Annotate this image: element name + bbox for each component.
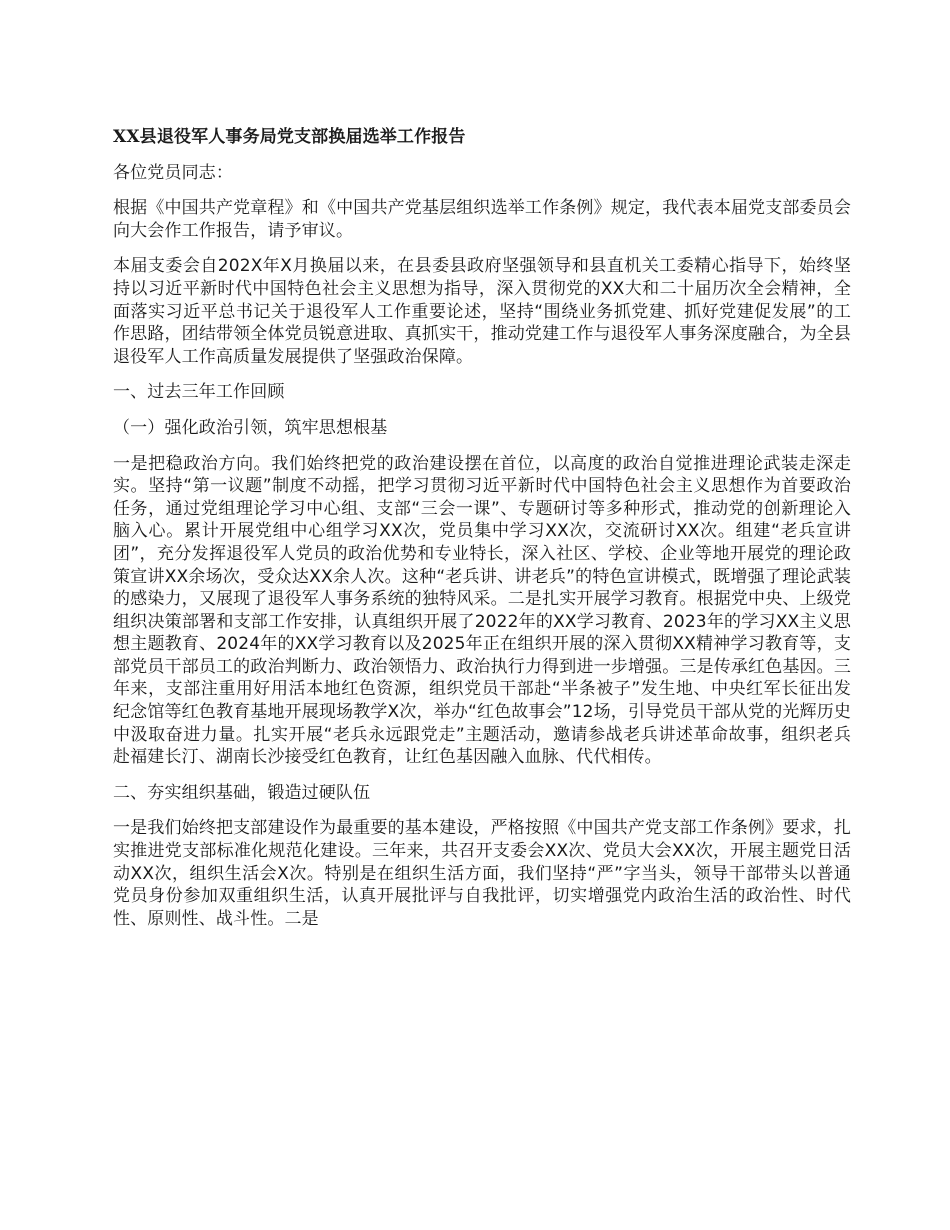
paragraph-political-guidance: 一是把稳政治方向。我们始终把党的政治建设摆在首位，以高度的政治自觉推进理论武装走深走实。坚持“第一议题”制度不动摇，把学习贯彻习近平新时代中国特色社会主义思想作为首要政治任务，通过党组理论学习中心组、支部“三会一课”、专题研讨等多种形式，推动党的创新理论入脑入心。累计开展党组中心组学习XX次，党员集中学习XX次，交流研讨XX次。组建“老兵宣讲团”，充分发挥退役军人党员的政治优势和专业特长，深入社区、学校、企业等地开展党的理论政策宣讲XX余场次，受众达XX余人次。这种“老兵讲、讲老兵”的特色宣讲模式，既增强了理论武装的感染力，又展现了退役军人事务系统的独特风采。二是扎实开展学习教育。根据党中央、上级党组织决策部署和支部工作安排，认真组织开展了2022年的XX学习教育、2023年的学习XX主义思想主题教育、2024年的XX学习教育以及2025年正在组织开展的深入贯彻XX精神学习教育等，支部党员干部员工的政治判断力、政治领悟力、政治执行力得到进一步增强。三是传承红色基因。三年来，支部注重用好用活本地红色资源，组织党员干部赴“半条被子”发生地、中央红军长征出发纪念馆等红色教育基地开展现场教学X次，举办“红色故事会”12场，引导党员干部从党的光辉历史中汲取奋进力量。扎实开展“老兵永远跟党走”主题活动，邀请参战老兵讲述革命故事，组织老兵赴福建长汀、湖南长沙接受红色教育，让红色基因融入血脉、代代相传。 xyxy=(113,453,851,768)
paragraph-organization: 一是我们始终把支部建设作为最重要的基本建设，严格按照《中国共产党支部工作条例》要求，扎实推进党支部标准化规范化建设。三年来，共召开支委会XX次、党员大会XX次，开展主题党日活动XX次，组织生活会X次。特别是在组织生活方面，我们坚持“严”字当头，领导干部带头以普通党员身份参加双重组织生活，认真开展批评与自我批评，切实增强党内政治生活的政治性、时代性、原则性、战斗性。二是 xyxy=(113,818,851,929)
section-heading-organization: 二、夯实组织基础，锻造过硬队伍 xyxy=(113,782,371,803)
paragraph-intro: 根据《中国共产党章程》和《中国共产党基层组织选举工作条例》规定，我代表本届党支部委员会向大会作工作报告，请予审议。 xyxy=(113,198,851,241)
salutation: 各位党员同志： xyxy=(113,162,234,183)
paragraph-summary: 本届支委会自202X年X月换届以来，在县委县政府坚强领导和县直机关工委精心指导下，始终坚持以习近平新时代中国特色社会主义思想为指导，深入贯彻党的XX大和二十届历次全会精神，全面落实习近平总书记关于退役军人工作重要论述，坚持“围绕业务抓党建、抓好党建促发展”的工作思路，团结带领全体党员锐意进取、真抓实干，推动党建工作与退役军人事务深度融合，为全县退役军人工作高质量发展提供了坚强政治保障。 xyxy=(113,256,851,367)
sub-heading-political-guidance: （一）强化政治引领，筑牢思想根基 xyxy=(113,417,388,438)
document-title: XX县退役军人事务局党支部换届选举工作报告 xyxy=(113,127,466,147)
document-page xyxy=(113,126,851,943)
section-heading-review: 一、过去三年工作回顾 xyxy=(113,382,285,403)
